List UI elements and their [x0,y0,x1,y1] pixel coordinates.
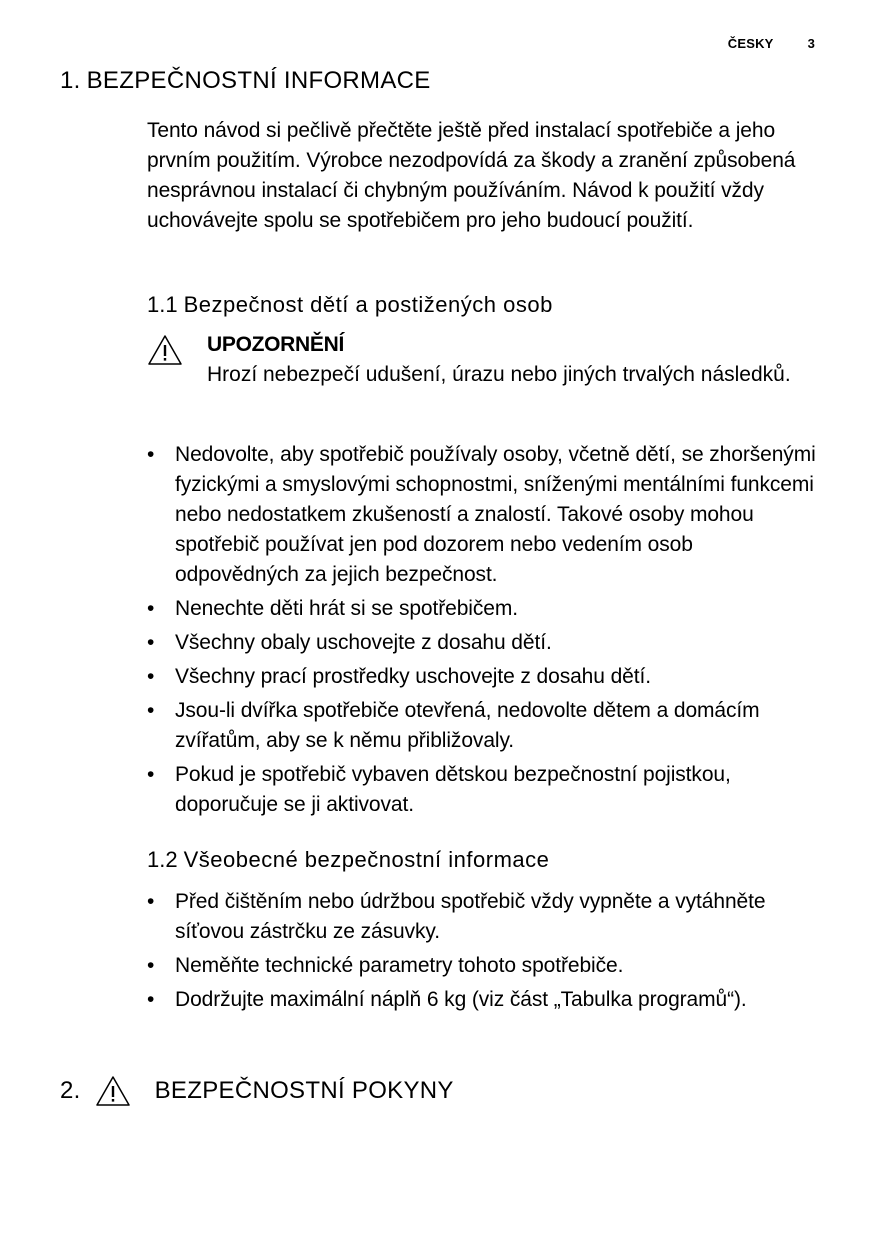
section-1-2-title: Všeobecné bezpečnostní informace [183,847,550,872]
list-item: • Všechny prací prostředky uschovejte z dosahu dětí. [147,662,822,692]
page-number: 3 [807,36,815,51]
warning-title: UPOZORNĚNÍ [207,333,345,356]
list-item: • Neměňte technické parametry tohoto spotřebiče. [147,951,822,981]
list-item: • Nenechte děti hrát si se spotřebičem. [147,594,822,624]
section-2-number: 2. [60,1077,81,1104]
list-item: • Pokud je spotřebič vybaven dětskou bezpečnostní pojistkou, doporučuje se ji aktivovat. [147,760,822,820]
section-1-2-number: 1.2 [147,847,178,872]
intro-paragraph: Tento návod si pečlivě přečtěte ještě před instalací spotřebiče a jeho prvním použitím. Výrobce nezodpovídá za škody a zranění způsobená nesprávnou instalací či chybným používáním. Návod k použití vždy uchovávejte spolu se spotřebičem pro jeho budoucí použití. [147,119,796,232]
list-item: • Nedovolte, aby spotřebič používaly osoby, včetně dětí, se zhoršenými fyzickými a smyslovými schopnostmi, sníženými mentálními funkcemi nebo nedostatkem zkušeností a znalostí. Takové osoby mohou spotřebič používat jen pod dozorem nebo vedením osob odpovědných za jejich bezpečnost. [147,440,822,590]
section-1-heading [60,66,431,96]
warning-triangle-icon [147,334,207,390]
section-1-1-heading [147,290,822,320]
warning-triangle-icon [95,1075,131,1107]
section-1-1-number: 1.1 [147,292,178,317]
section-1-number: 1. [60,67,81,94]
section-1-1-title: Bezpečnost dětí a postižených osob [183,292,553,317]
warning-box [147,330,822,390]
list-item: • Před čištěním nebo údržbou spotřebič vždy vypněte a vytáhněte síťovou zástrčku ze zásuvky. [147,887,822,947]
section-1-1-list [147,440,822,824]
warning-text: Hrozí nebezpečí udušení, úrazu nebo jiných trvalých následků. [207,363,791,386]
section-1-2-list [147,887,822,1019]
section-2-title: BEZPEČNOSTNÍ POKYNY [154,1077,454,1104]
section-1-intro [147,116,822,236]
page-header [728,36,815,51]
list-item: • Jsou-li dvířka spotřebiče otevřená, nedovolte dětem a domácím zvířatům, aby se k němu přibližovaly. [147,696,822,756]
warning-content [207,330,791,390]
section-1-title: BEZPEČNOSTNÍ INFORMACE [86,67,431,94]
header-language: ČESKY [727,36,774,51]
section-1-2-heading [147,845,822,875]
section-2-heading [60,1075,454,1107]
list-item: • Dodržujte maximální náplň 6 kg (viz část „Tabulka programů“). [147,985,822,1015]
list-item: • Všechny obaly uschovejte z dosahu dětí. [147,628,822,658]
